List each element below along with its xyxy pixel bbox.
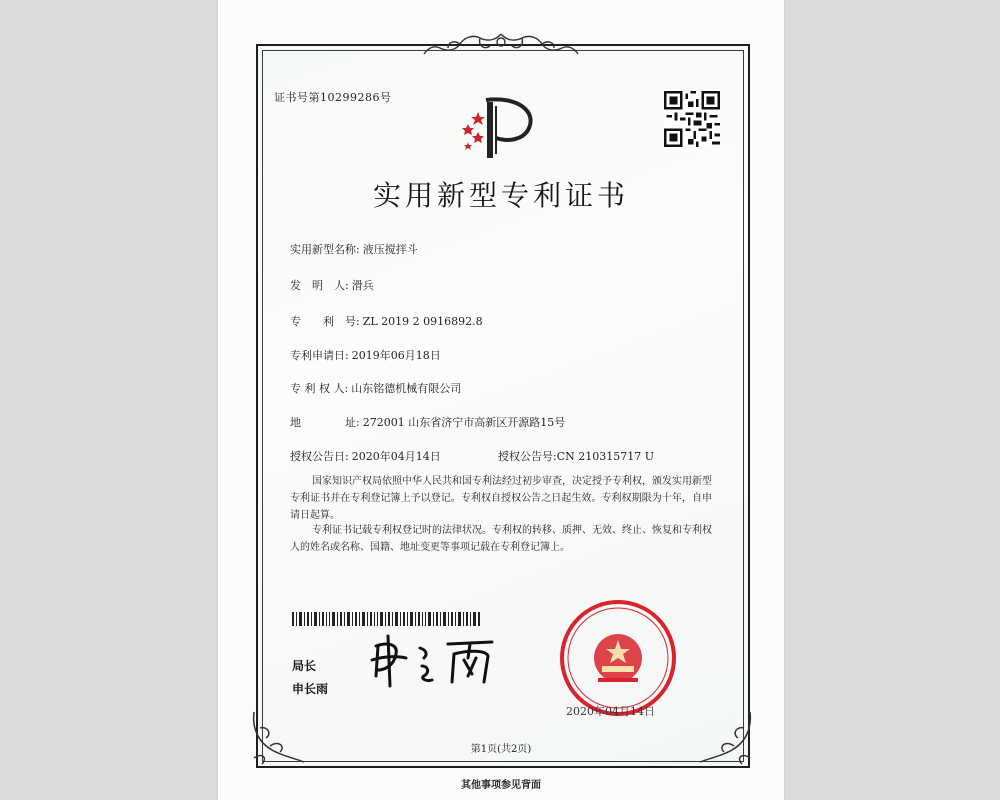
certificate-number: 证书号第10299286号 bbox=[274, 91, 392, 104]
field-grant-date: 授权公告日: 2020年04月14日 bbox=[290, 450, 441, 463]
top-ornament-icon bbox=[418, 30, 584, 60]
field-utility-model-name: 实用新型名称: 液压搅拌斗 bbox=[290, 243, 418, 256]
seal-date: 2020年04月14日 bbox=[566, 705, 655, 718]
qr-code-icon bbox=[664, 91, 720, 147]
field-application-date: 专利申请日: 2019年06月18日 bbox=[290, 349, 441, 362]
field-announcement-number: 授权公告号:CN 210315717 U bbox=[498, 450, 655, 463]
corner-ornament-icon bbox=[248, 708, 308, 768]
field-address: 地 址: 272001 山东省济宁市高新区开源路15号 bbox=[290, 416, 566, 429]
official-seal-icon bbox=[558, 598, 678, 718]
signatory-role: 局长 bbox=[292, 659, 317, 673]
page-number: 第1页(共2页) bbox=[470, 744, 532, 755]
footer-note: 其他事项参见背面 bbox=[461, 780, 541, 791]
certificate-page bbox=[218, 0, 784, 800]
legal-status-paragraph: 专利证书记载专利权登记时的法律状况。专利权的转移、质押、无效、终止、恢复和专利权人的姓名或名称、国籍、地址变更等事项记载在专利登记簿上。 bbox=[290, 525, 712, 553]
field-inventor: 发 明 人: 滑兵 bbox=[290, 279, 374, 292]
field-patent-number: 专 利 号: ZL 2019 2 0916892.8 bbox=[290, 315, 483, 328]
field-patentee: 专 利 权 人: 山东铭德机械有限公司 bbox=[290, 382, 462, 395]
signature-icon bbox=[368, 632, 508, 688]
grant-paragraph: 国家知识产权局依照中华人民共和国专利法经过初步审查，决定授予专利权，颁发实用新型专利证书并在专利登记簿上予以登记。专利权自授权公告之日起生效。专利权期限为十年，自申请日起算。 bbox=[290, 476, 712, 521]
corner-ornament-icon bbox=[696, 708, 756, 768]
certificate-title: 实用新型专利证书 bbox=[372, 179, 629, 212]
signatory-name: 申长雨 bbox=[292, 682, 329, 696]
patent-office-logo-icon bbox=[456, 96, 546, 162]
barcode-icon bbox=[292, 612, 482, 626]
